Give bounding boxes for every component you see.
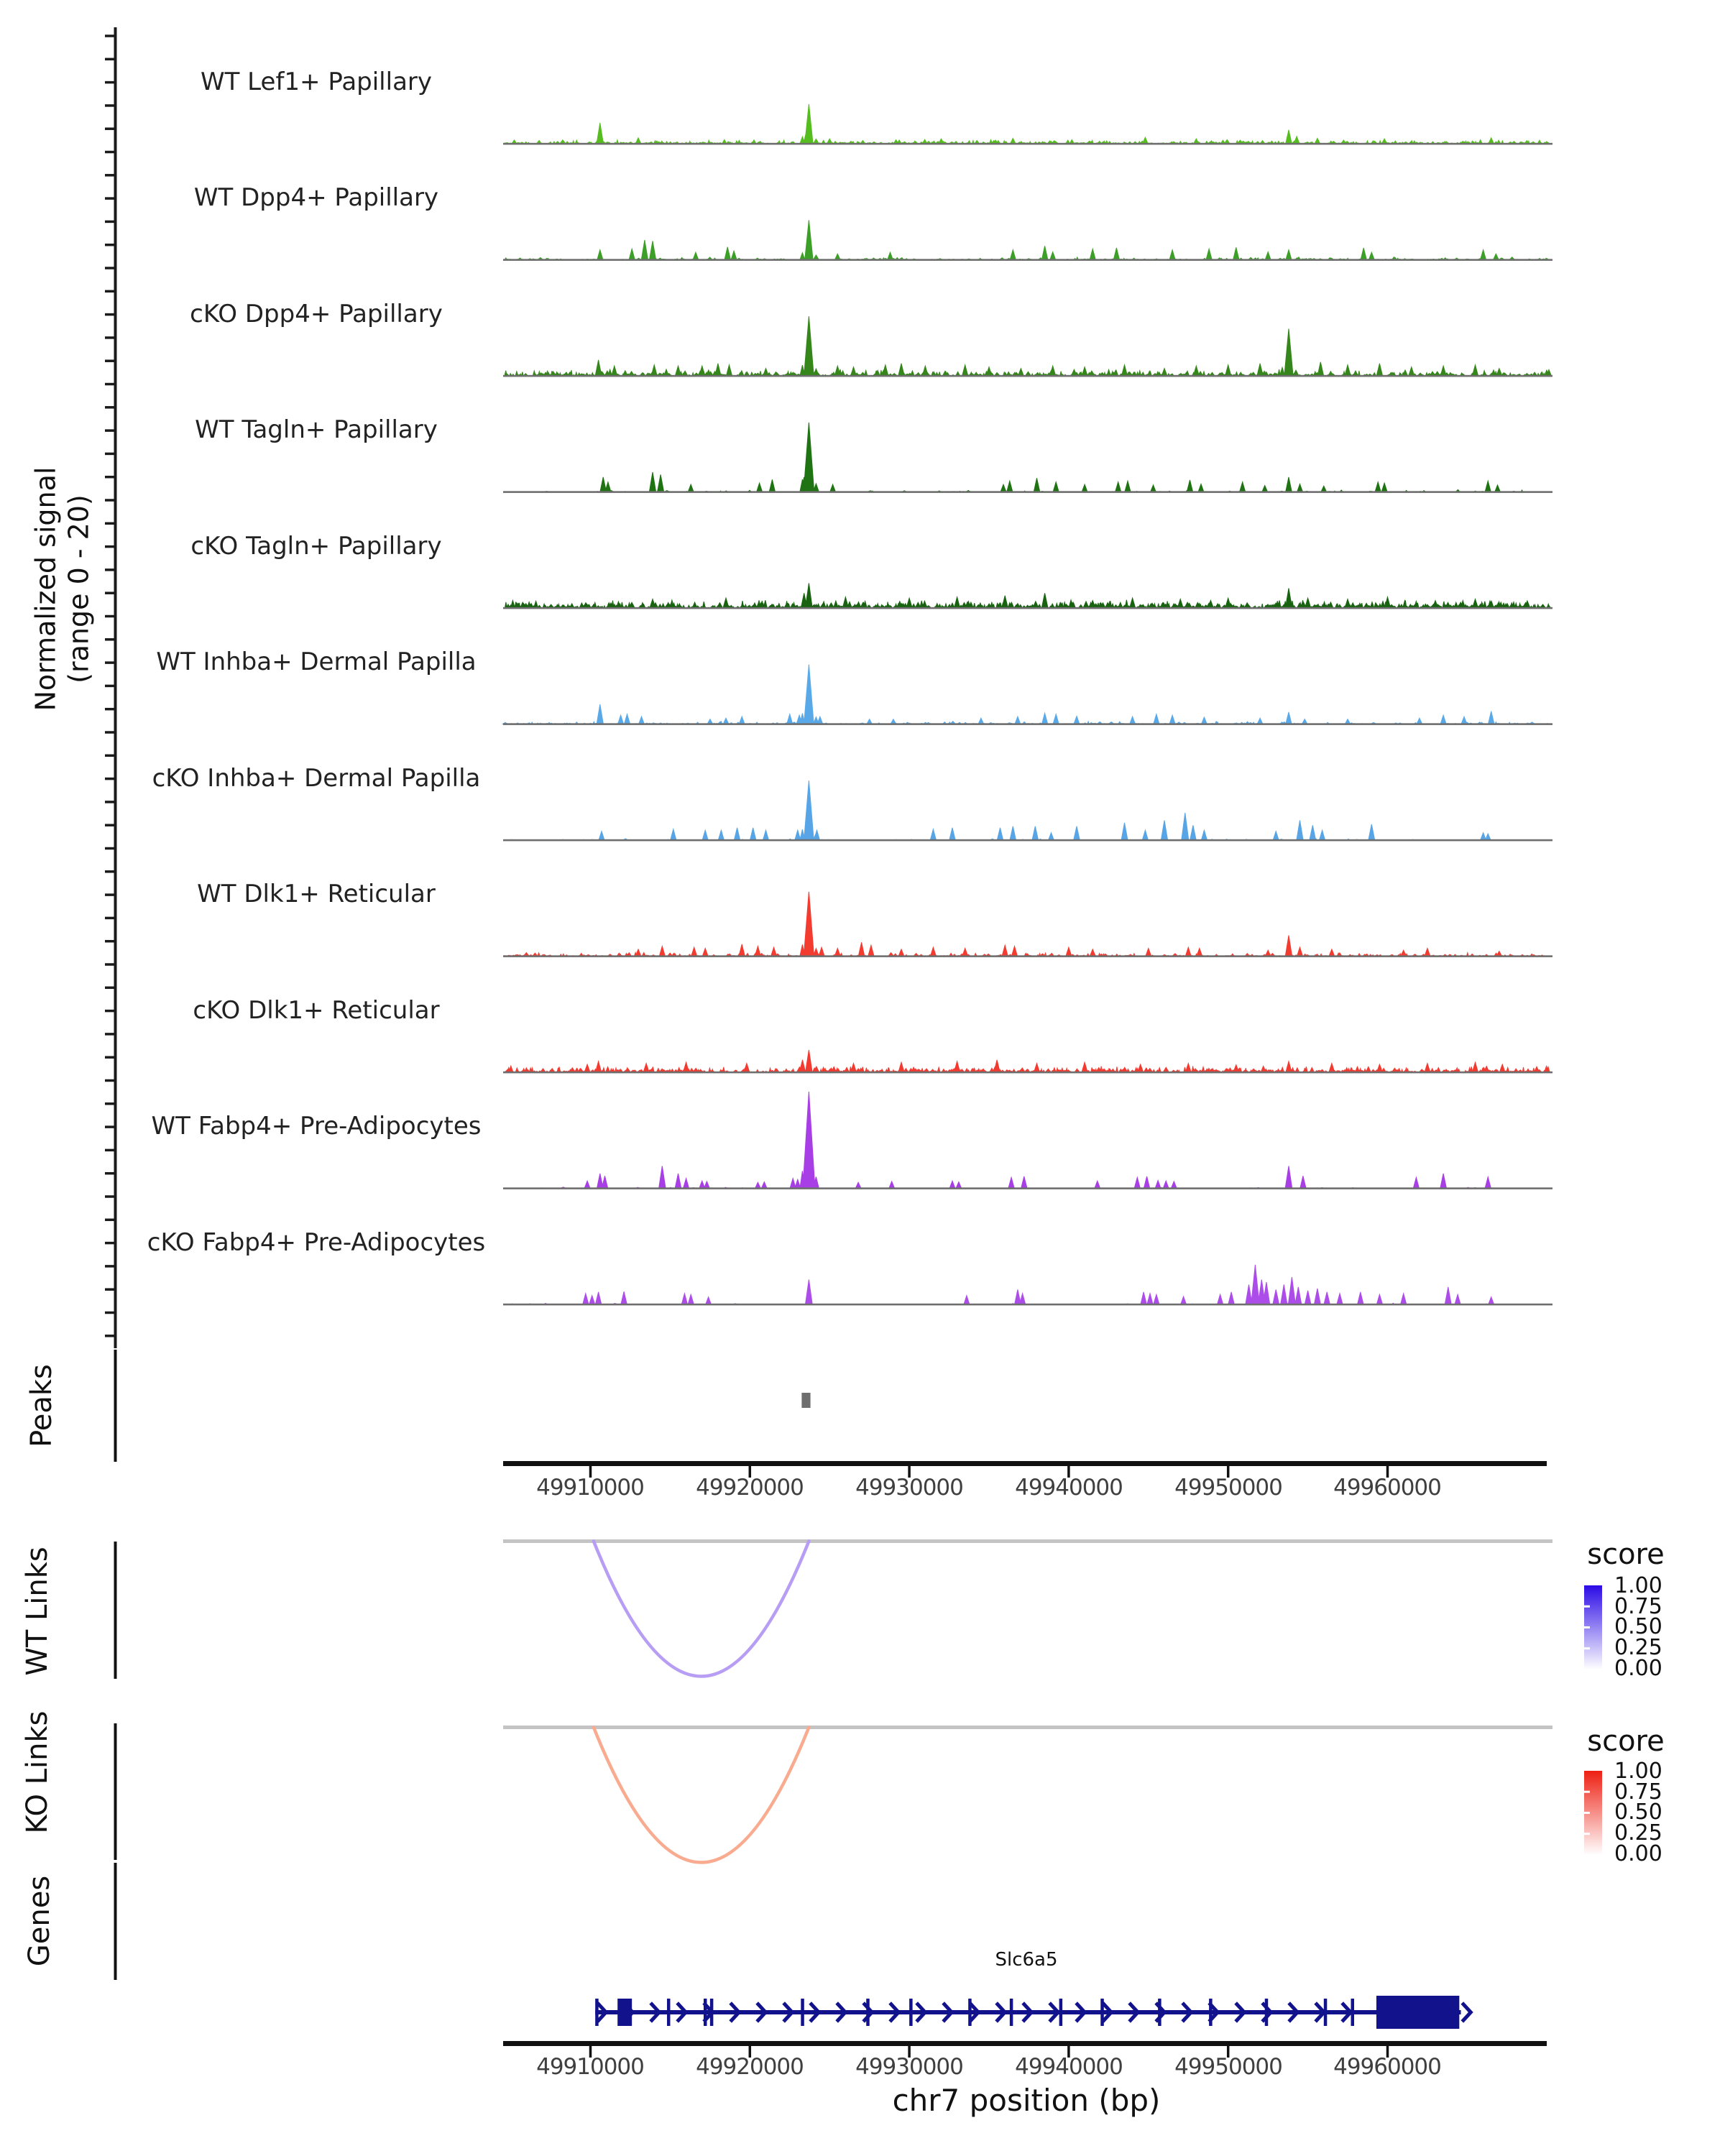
track-label: cKO Inhba+ Dermal Papilla <box>152 764 481 793</box>
track-label: WT Dlk1+ Reticular <box>197 880 436 908</box>
signal-track <box>503 316 1552 376</box>
track-baseline <box>503 375 1552 377</box>
track-baseline <box>503 491 1552 493</box>
gene-exon-tick <box>1209 1999 1213 2026</box>
gene-exon-tick <box>704 1999 707 2026</box>
legend-tick-label: 0.50 <box>1614 1614 1662 1639</box>
legend-tick-label: 0.50 <box>1614 1800 1662 1825</box>
signal-track <box>503 665 1553 724</box>
y-axis-title-line2: (range 0 - 20) <box>63 494 95 683</box>
gene-exon-tick <box>801 1999 804 2026</box>
track-baseline <box>503 955 1552 957</box>
legend-tick-label: 1.00 <box>1614 1573 1662 1598</box>
signal-track <box>503 1265 1552 1304</box>
link-arc <box>594 1728 809 1863</box>
signal-track <box>503 104 1552 144</box>
wt-links-legend-title: score <box>1587 1538 1665 1571</box>
gene-exon-tick <box>1059 1999 1063 2026</box>
axis-tick-label: 49920000 <box>696 2054 804 2080</box>
track-baseline <box>503 143 1552 145</box>
legend-tick-label: 0.25 <box>1614 1635 1662 1660</box>
axis-tick-label: 49920000 <box>696 1475 804 1501</box>
legend-tick-label: 0.75 <box>1614 1594 1662 1619</box>
axis-tick-label: 49950000 <box>1174 2054 1282 2080</box>
gene-exon-tick <box>968 1999 972 2026</box>
track-baseline <box>503 259 1552 261</box>
axis-tick-label: 49930000 <box>855 1475 963 1501</box>
track-baseline <box>503 1187 1552 1189</box>
legend-tick-label: 0.75 <box>1614 1779 1662 1805</box>
signal-track <box>503 220 1552 259</box>
gene-exon-tick <box>1265 1999 1269 2026</box>
signal-track <box>503 780 1552 840</box>
track-baseline <box>503 839 1552 842</box>
track-label: WT Tagln+ Papillary <box>195 415 438 444</box>
legend-tick-label: 0.25 <box>1614 1820 1662 1846</box>
section-label-ko-links: KO Links <box>21 1710 54 1834</box>
signal-track <box>503 423 1552 492</box>
y-axis-title-line1: Normalized signal <box>29 466 62 711</box>
axis-tick-label: 49950000 <box>1174 1475 1282 1501</box>
signal-track <box>503 1050 1552 1072</box>
gene-exon-tick <box>866 1999 870 2026</box>
axis-tick-label: 49940000 <box>1015 2054 1123 2080</box>
gene-exon-box <box>617 1999 632 2026</box>
track-baseline <box>503 723 1552 725</box>
track-label: cKO Fabp4+ Pre-Adipocytes <box>147 1228 486 1257</box>
x-axis-title: chr7 position (bp) <box>892 2083 1161 2118</box>
gene-exon-tick <box>1158 1999 1162 2026</box>
ko-links-legend-title: score <box>1587 1725 1665 1758</box>
track-baseline <box>503 1304 1552 1306</box>
gene-terminal-exon-box <box>1376 1996 1459 2029</box>
track-label: WT Inhba+ Dermal Papilla <box>156 648 477 676</box>
section-label-peaks: Peaks <box>25 1364 58 1447</box>
gene-exon-tick <box>1100 1999 1104 2026</box>
gene-exon-tick <box>1324 1999 1328 2026</box>
gene-exon-tick <box>595 1999 599 2026</box>
axis-tick-label: 49910000 <box>536 2054 644 2080</box>
gene-exon-tick <box>909 1999 913 2026</box>
section-label-genes: Genes <box>23 1875 56 1967</box>
track-label: WT Dpp4+ Papillary <box>193 183 439 212</box>
link-arc <box>594 1542 809 1677</box>
peak-region <box>801 1393 810 1408</box>
y-axis-title <box>29 338 98 841</box>
axis-tick-label: 49960000 <box>1333 2054 1441 2080</box>
axis-tick-label: 49960000 <box>1333 1475 1441 1501</box>
track-label: WT Fabp4+ Pre-Adipocytes <box>151 1112 482 1141</box>
track-label: cKO Tagln+ Papillary <box>190 532 442 561</box>
gene-exon-tick <box>1351 1999 1355 2026</box>
track-baseline <box>503 607 1552 609</box>
legend-tick-label: 1.00 <box>1614 1759 1662 1784</box>
axis-tick-label: 49940000 <box>1015 1475 1123 1501</box>
section-label-wt-links: WT Links <box>21 1547 54 1676</box>
signal-track <box>503 584 1552 609</box>
axis-tick-label: 49930000 <box>855 2054 963 2080</box>
gene-exon-tick <box>667 1999 671 2026</box>
axis-tick-label: 49910000 <box>536 1475 644 1501</box>
track-label: cKO Dlk1+ Reticular <box>193 996 440 1025</box>
gene-exon-tick <box>710 1999 714 2026</box>
legend-tick-label: 0.00 <box>1614 1656 1662 1681</box>
signal-track <box>503 1092 1552 1189</box>
track-label: WT Lef1+ Papillary <box>200 68 433 96</box>
gene-name-label: Slc6a5 <box>995 1949 1058 1971</box>
legend-tick-label: 0.00 <box>1614 1841 1662 1866</box>
gene-exon-tick <box>1010 1999 1013 2026</box>
track-label: cKO Dpp4+ Papillary <box>190 300 443 328</box>
track-baseline <box>503 1072 1552 1074</box>
signal-track <box>503 892 1552 957</box>
